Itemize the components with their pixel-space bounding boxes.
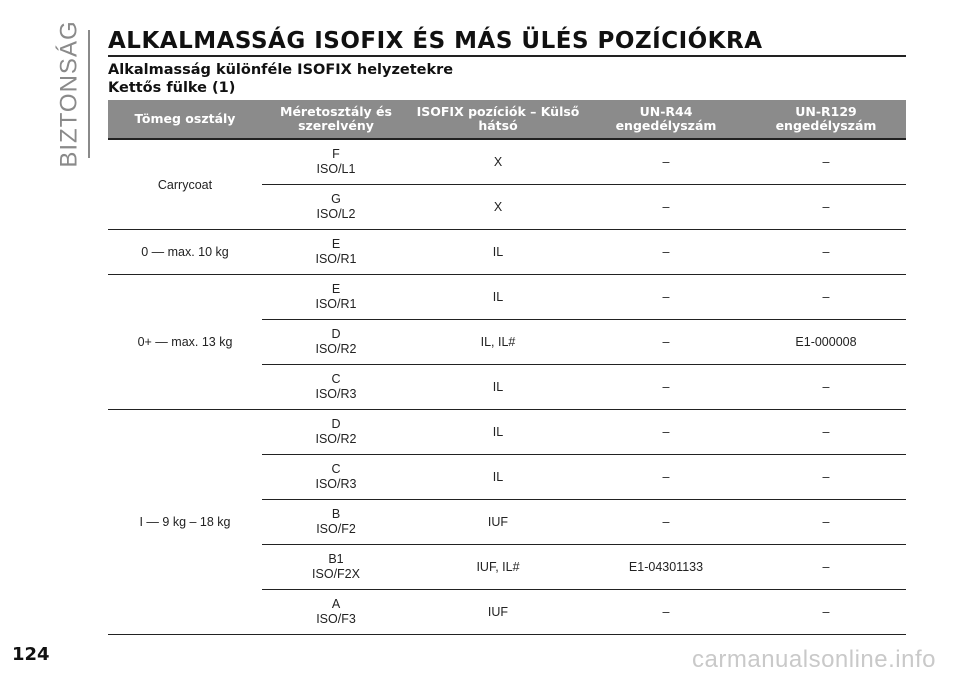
fixture: ISO/L1: [316, 162, 356, 176]
table-row: [262, 185, 906, 229]
isofix-table: [108, 100, 906, 635]
fixture: ISO/L2: [316, 207, 356, 221]
size-class: F: [332, 147, 340, 161]
header-r44: UN-R44 engedélyszám: [615, 104, 717, 133]
r44-cell: –: [662, 244, 670, 259]
group-rows: [262, 410, 906, 634]
title-rule: [108, 55, 906, 57]
group-rows: [262, 230, 906, 274]
header-isofix-position: ISOFIX pozíciók – Külső hátsó: [416, 104, 580, 133]
isofix-position-cell: IL: [492, 424, 504, 439]
r44-cell: –: [662, 289, 670, 304]
isofix-position-cell: IUF: [487, 604, 509, 619]
r44-cell: –: [662, 334, 670, 349]
mass-group-name: Carrycoat: [157, 177, 213, 192]
table-header: [108, 100, 906, 140]
r129-cell: –: [822, 559, 830, 574]
size-class: E: [331, 282, 341, 296]
header-mass-group: Tömeg osztály: [134, 111, 236, 126]
table-row: [262, 545, 906, 590]
size-fixture-cell: [262, 545, 410, 589]
subtitle-2: Kettős fülke (1): [108, 80, 236, 96]
size-fixture-cell: [262, 410, 410, 454]
table-row: [262, 275, 906, 320]
r129-cell: –: [822, 379, 830, 394]
r129-cell: –: [822, 604, 830, 619]
group-rows: [262, 275, 906, 409]
isofix-position-cell: X: [493, 154, 503, 169]
size-class: C: [331, 372, 341, 386]
size-class: B: [331, 507, 341, 521]
r129-cell: –: [822, 514, 830, 529]
fixture: ISO/R2: [315, 342, 357, 356]
mass-group-name: 0+ — max. 13 kg: [137, 335, 233, 349]
r129-cell: –: [822, 154, 830, 169]
table-row: [262, 365, 906, 409]
size-class: D: [331, 327, 341, 341]
fixture: ISO/R1: [315, 297, 357, 311]
fixture: ISO/R3: [315, 477, 357, 491]
size-fixture-cell: [262, 320, 410, 364]
isofix-position-cell: X: [493, 199, 503, 214]
r129-cell: –: [822, 424, 830, 439]
size-fixture-cell: [262, 140, 410, 184]
r129-cell: E1-000008: [795, 334, 857, 349]
table-row: [262, 410, 906, 455]
mass-group: [108, 140, 906, 230]
page-number: 124: [12, 644, 50, 665]
mass-group: [108, 275, 906, 410]
isofix-position-cell: IL: [492, 379, 504, 394]
size-fixture-cell: [262, 590, 410, 634]
size-class: E: [331, 237, 341, 251]
r129-cell: –: [822, 199, 830, 214]
watermark: carmanualsonline.info: [692, 646, 936, 673]
size-fixture-cell: [262, 455, 410, 499]
section-label: BIZTONSÁG: [56, 20, 83, 168]
section-tab: [52, 20, 88, 168]
isofix-position-cell: IL, IL#: [480, 334, 516, 349]
size-class: D: [331, 417, 341, 431]
page-title: ALKALMASSÁG ISOFIX ÉS MÁS ÜLÉS POZÍCIÓKRA: [108, 28, 763, 54]
size-class: G: [331, 192, 341, 206]
size-fixture-cell: [262, 230, 410, 274]
mass-group: [108, 230, 906, 275]
isofix-position-cell: IL: [492, 469, 504, 484]
fixture: ISO/R1: [315, 252, 357, 266]
mass-group: [108, 410, 906, 635]
header-r129: UN-R129 engedélyszám: [775, 104, 877, 133]
fixture: ISO/F3: [316, 612, 356, 626]
r44-cell: E1-04301133: [628, 559, 704, 574]
r44-cell: –: [662, 154, 670, 169]
r44-cell: –: [662, 514, 670, 529]
isofix-position-cell: IUF: [487, 514, 509, 529]
fixture: ISO/R2: [315, 432, 357, 446]
r129-cell: –: [822, 469, 830, 484]
r44-cell: –: [662, 469, 670, 484]
r129-cell: –: [822, 244, 830, 259]
mass-group-name: I — 9 kg – 18 kg: [139, 515, 231, 529]
subtitle-1: Alkalmasság különféle ISOFIX helyzetekre: [108, 62, 454, 78]
r44-cell: –: [662, 379, 670, 394]
size-fixture-cell: [262, 185, 410, 229]
table-row: [262, 140, 906, 185]
table-row: [262, 230, 906, 274]
table-row: [262, 455, 906, 500]
isofix-position-cell: IL: [492, 289, 504, 304]
fixture: ISO/F2X: [312, 567, 360, 581]
table-row: [262, 320, 906, 365]
header-size-class: Méretosztály és szerelvény: [280, 104, 392, 133]
r44-cell: –: [662, 604, 670, 619]
group-rows: [262, 140, 906, 229]
size-class: C: [331, 462, 341, 476]
r44-cell: –: [662, 199, 670, 214]
r129-cell: –: [822, 289, 830, 304]
isofix-position-cell: IL: [492, 244, 504, 259]
table-body: [108, 140, 906, 635]
size-class: B1: [328, 552, 344, 566]
fixture: ISO/R3: [315, 387, 357, 401]
section-divider: [88, 30, 90, 158]
table-row: [262, 500, 906, 545]
fixture: ISO/F2: [316, 522, 356, 536]
table-row: [262, 590, 906, 634]
r44-cell: –: [662, 424, 670, 439]
size-fixture-cell: [262, 500, 410, 544]
size-class: A: [331, 597, 341, 611]
mass-group-name: 0 — max. 10 kg: [141, 245, 229, 259]
isofix-position-cell: IUF, IL#: [476, 559, 520, 574]
size-fixture-cell: [262, 365, 410, 409]
size-fixture-cell: [262, 275, 410, 319]
